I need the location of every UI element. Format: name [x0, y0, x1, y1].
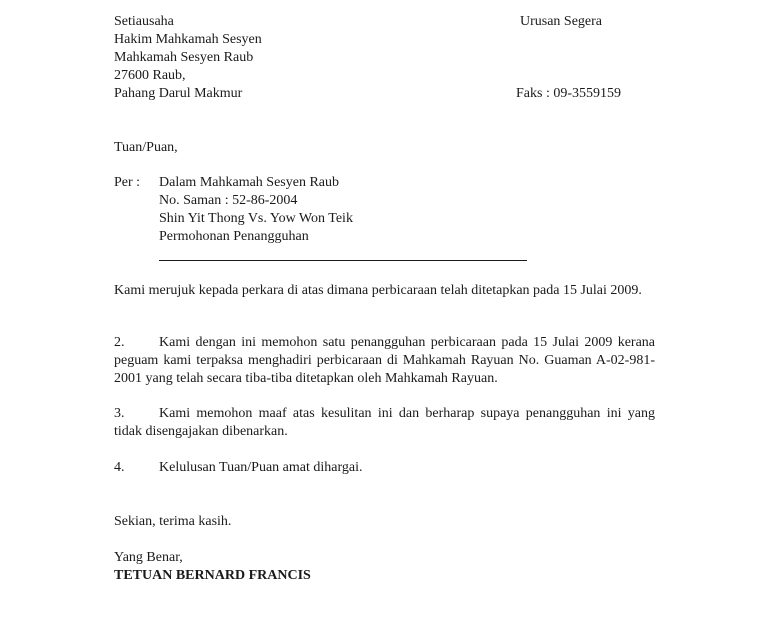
recipient-line: Hakim Mahkamah Sesyen — [114, 32, 262, 47]
recipient-line: Setiausaha — [114, 14, 174, 29]
subject-line: Dalam Mahkamah Sesyen Raub — [159, 175, 340, 190]
recipient-line: Mahkamah Sesyen Raub — [114, 50, 254, 65]
recipient-line: Pahang Darul Makmur — [114, 86, 243, 101]
fax-number: Faks : 09-3559159 — [516, 86, 621, 101]
firm-name: TETUAN BERNARD FRANCIS — [114, 568, 311, 583]
salutation: Tuan/Puan, — [114, 140, 178, 155]
subject-label: Per : — [114, 175, 141, 190]
recipient-line: 27600 Raub, — [114, 68, 186, 83]
paragraph-number: 2. — [114, 335, 125, 350]
closing-thanks: Sekian, terima kasih. — [114, 514, 232, 529]
urgency-label: Urusan Segera — [520, 14, 603, 29]
subject-line: No. Saman : 52-86-2004 — [159, 193, 298, 208]
subject-underline — [159, 260, 527, 261]
paragraph-text: Kami memohon maaf atas kesulitan ini dan berharap supaya penangguhan ini yang tidak disengajakan dibenarkan. — [114, 406, 655, 439]
sign-off: Yang Benar, — [114, 550, 183, 565]
subject-line: Permohonan Penangguhan — [159, 229, 309, 244]
intro-paragraph: Kami merujuk kepada perkara di atas dimana perbicaraan telah ditetapkan pada 15 Julai 2009. — [114, 283, 642, 298]
paragraph-text: Kami dengan ini memohon satu penangguhan perbicaraan pada 15 Julai 2009 kerana peguam kami terpaksa menghadiri perbicaraan di Mahkamah Rayuan No. Guaman A-02-981-2001 yang telah secara tiba-tiba ditetapkan oleh Mahkamah Rayuan. — [114, 335, 655, 386]
body-paragraph — [114, 459, 655, 477]
paragraph-number: 3. — [114, 406, 125, 421]
paragraph-number: 4. — [114, 460, 125, 475]
paragraph-text: Kelulusan Tuan/Puan amat dihargai. — [159, 460, 363, 475]
body-paragraph — [114, 405, 655, 441]
subject-line: Shin Yit Thong Vs. Yow Won Teik — [159, 211, 353, 226]
body-paragraph — [114, 334, 655, 388]
